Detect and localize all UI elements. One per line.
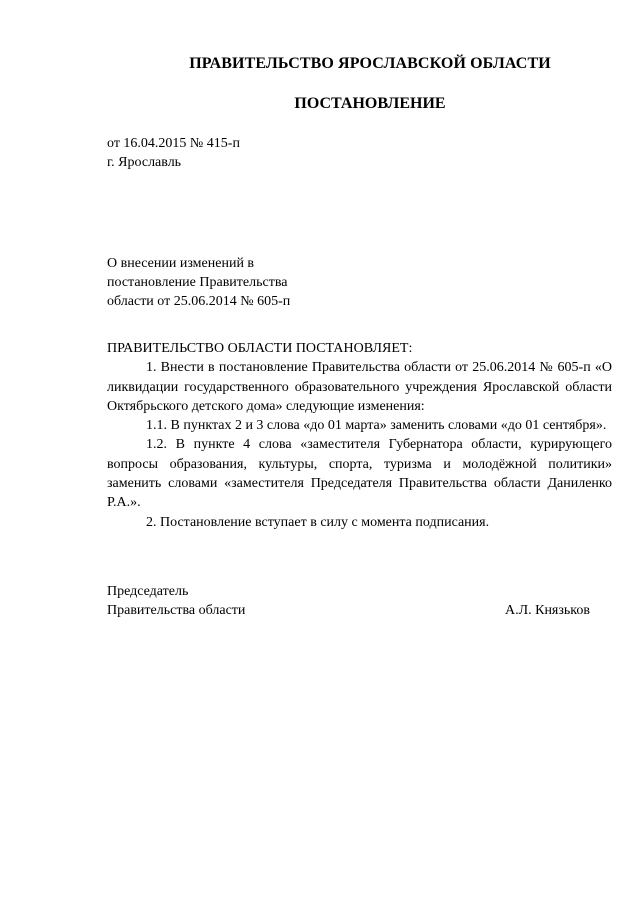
signatory-title-line-1: Председатель	[107, 584, 189, 599]
document-meta	[107, 134, 240, 172]
clause-1-2: 1.2. В пункте 4 слова «заместителя Губернатора области, курирующего вопросы образования, культуры, спорта, туризма и молодёжной политики» заменить словами «заместителя Председателя Правительства области Даниленко Р.А.».	[107, 437, 612, 511]
subject-line-3: области от 25.06.2014 № 605-п	[107, 294, 291, 309]
date-number: от 16.04.2015 № 415-п	[107, 136, 240, 151]
signatory-title-line-2: Правительства области	[107, 603, 246, 618]
clause-1-1: 1.1. В пунктах 2 и 3 слова «до 01 марта» заменить словами «до 01 сентября».	[146, 418, 607, 434]
document-type-title: ПОСТАНОВЛЕНИЕ	[294, 95, 446, 112]
clause-1: 1. Внести в постановление Правительства области от 25.06.2014 № 605-п «О ликвидации государственного образовательного учреждения Ярославской области Октябрьского детского дома» следующие изменения:	[107, 360, 612, 414]
subject-line-1: О внесении изменений в	[107, 256, 255, 271]
signature-block	[107, 582, 590, 620]
city: г. Ярославль	[107, 155, 182, 170]
subject-line-2: постановление Правительства	[107, 275, 288, 290]
document-subject	[107, 254, 290, 311]
resolution-lead: ПРАВИТЕЛЬСТВО ОБЛАСТИ ПОСТАНОВЛЯЕТ:	[107, 341, 413, 356]
document-body	[107, 339, 612, 532]
organization-title: ПРАВИТЕЛЬСТВО ЯРОСЛАВСКОЙ ОБЛАСТИ	[189, 55, 551, 72]
signatory-name: А.Л. Князьков	[505, 603, 590, 618]
clause-2: 2. Постановление вступает в силу с момента подписания.	[146, 514, 490, 530]
